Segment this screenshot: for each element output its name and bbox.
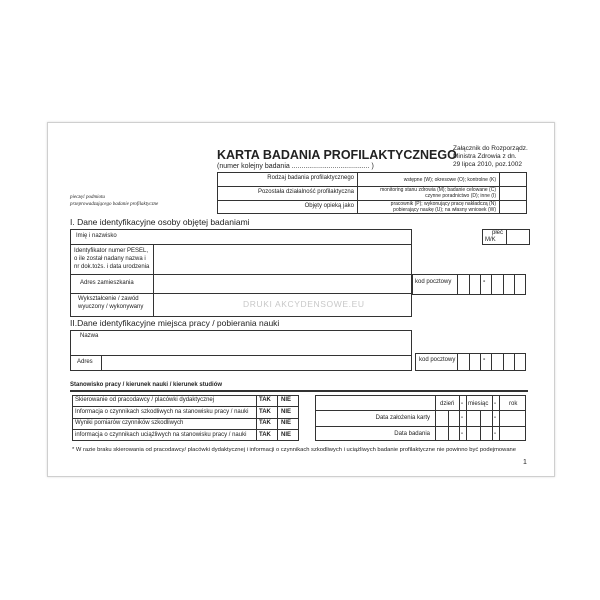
id-field[interactable] (154, 245, 411, 273)
header-row-options-other-activity-2: czynne poradnictwo (D); inne (I) (425, 193, 496, 199)
postcode-field-2[interactable] (458, 354, 525, 370)
dates-dash-exam-1: - (461, 431, 463, 437)
yes-option-onerous-info[interactable]: TAK (259, 432, 271, 438)
yesno-row-label-harmful-info: Informacja o czynnikach szkodliwych na stanowisku pracy / nauki (75, 409, 249, 415)
header-row-label-exam-type: Rodzaj badania profilaktycznego (267, 175, 354, 181)
postcode-field-1[interactable] (458, 275, 525, 294)
header-row-options-care-as-2: pobierający naukę (U); na własny wniosek (W) (393, 207, 496, 213)
name-label: Imię i nazwisko (76, 233, 117, 239)
sex-label-line2: M/K (485, 237, 496, 243)
yes-option-harmful-info[interactable]: TAK (259, 409, 271, 415)
id-label-line1: Identyfikator numer PESEL, (74, 248, 149, 254)
id-label-line3: nr dok.tożs. i data urodzenia (74, 264, 150, 270)
header-row-options-care-as-1: pracownik (P); wykonujący pracę nakładczą (N) (390, 201, 496, 207)
workplace-name-label: Nazwa (80, 333, 99, 339)
footnote: * W razie braku skierowania od pracodawcy/ placówki dydaktycznej i informacji o czynnikach szkodliwych i uciążliwych badanie profilaktyczne nie powinno być podejmowane (72, 447, 516, 453)
name-field[interactable] (154, 230, 411, 244)
stamp-label-line1: pieczęć podmiotu (70, 195, 105, 200)
annex-line1: Załącznik do Rozporządz. (453, 145, 528, 152)
address-label: Adres zamieszkania (80, 280, 134, 286)
form-subtitle: (numer kolejny badania ........................................ ) (217, 163, 374, 170)
workplace-address-label: Adres (77, 359, 93, 365)
dates-header-dash-1: - (461, 401, 463, 407)
yes-option-measurements[interactable]: TAK (259, 420, 271, 426)
workplace-name-field[interactable] (71, 341, 411, 354)
date-field-exam[interactable] (436, 427, 525, 440)
postcode-dash-1: - (483, 278, 486, 285)
watermark: DRUKI AKCYDENSOWE.EU (243, 299, 365, 309)
header-row-label-other-activity: Pozostała działalność profilaktyczna (257, 189, 354, 195)
page-number: 1 (523, 459, 527, 466)
address-field[interactable] (154, 275, 411, 292)
no-option-measurements[interactable]: NIE (281, 420, 292, 426)
dates-dash-exam-2: - (494, 431, 496, 437)
section1-heading: I. Dane identyfikacyjne osoby objętej badaniami (70, 217, 250, 227)
dates-dash-card-created-2: - (494, 415, 496, 421)
annex-line3: 29 lipca 2010, poz.1002 (453, 161, 523, 168)
job-label-line1: Wykształcenie / zawód (78, 296, 139, 302)
yes-option-referral[interactable]: TAK (259, 397, 271, 403)
form-sheet (47, 122, 555, 477)
yesno-row-label-onerous-info: informacja o czynnikach uciążliwych na stanowisku pracy / nauki (75, 432, 247, 438)
header-row-options-exam-type: wstępne (W); okresowe (O); kontrolne (K) (403, 177, 496, 183)
form-title: KARTA BADANIA PROFILAKTYCZNEGO (217, 148, 457, 162)
dates-header-dash-2: - (494, 401, 496, 407)
postcode-label-1: kod pocztowy (415, 279, 452, 285)
job-label-line2: wyuczony / wykonywany (78, 304, 144, 310)
postcode-label-2: kod pocztowy (419, 357, 456, 363)
positions-line (70, 390, 528, 392)
annex-line2: Ministra Zdrowia z dn. (453, 153, 517, 160)
dates-dash-card-created-1: - (461, 415, 463, 421)
dates-header-year: rok (509, 401, 518, 407)
sex-field[interactable] (507, 230, 529, 244)
positions-label: Stanowisko pracy / kierunek nauki / kierunek studiów (70, 382, 223, 388)
yesno-row-label-referral: Skierowanie od pracodawcy / placówki dydaktycznej (75, 397, 215, 403)
sex-label-line1: płeć (492, 230, 504, 236)
no-option-harmful-info[interactable]: NIE (281, 409, 292, 415)
workplace-address-field[interactable] (102, 356, 411, 370)
dates-header-day: dzień (440, 401, 455, 407)
dates-row-label-exam: Data badania (394, 431, 430, 437)
positions-field[interactable] (238, 379, 528, 389)
header-row-label-care-as: Objęty opieką jako (304, 203, 354, 209)
no-option-onerous-info[interactable]: NIE (281, 432, 292, 438)
header-row-options-other-activity-1: monitoring stanu zdrowia (M); badanie celowane (C) (380, 187, 496, 193)
section2-heading: II.Dane identyfikacyjne miejsca pracy / pobierania nauki (70, 318, 280, 328)
dates-row-label-card-created: Data założenia karty (375, 415, 430, 421)
no-option-referral[interactable]: NIE (281, 397, 292, 403)
date-field-card-created[interactable] (436, 411, 525, 425)
id-label-line2: o ile został nadany nazwa i (74, 256, 146, 262)
yesno-row-label-measurements: Wyniki pomiarów czynników szkodliwych (75, 420, 184, 426)
postcode-dash-2: - (483, 356, 486, 363)
stamp-label-line2: przeprowadzającego badanie profilaktyczne (70, 202, 159, 207)
dates-header-month: miesiąc (468, 401, 489, 407)
